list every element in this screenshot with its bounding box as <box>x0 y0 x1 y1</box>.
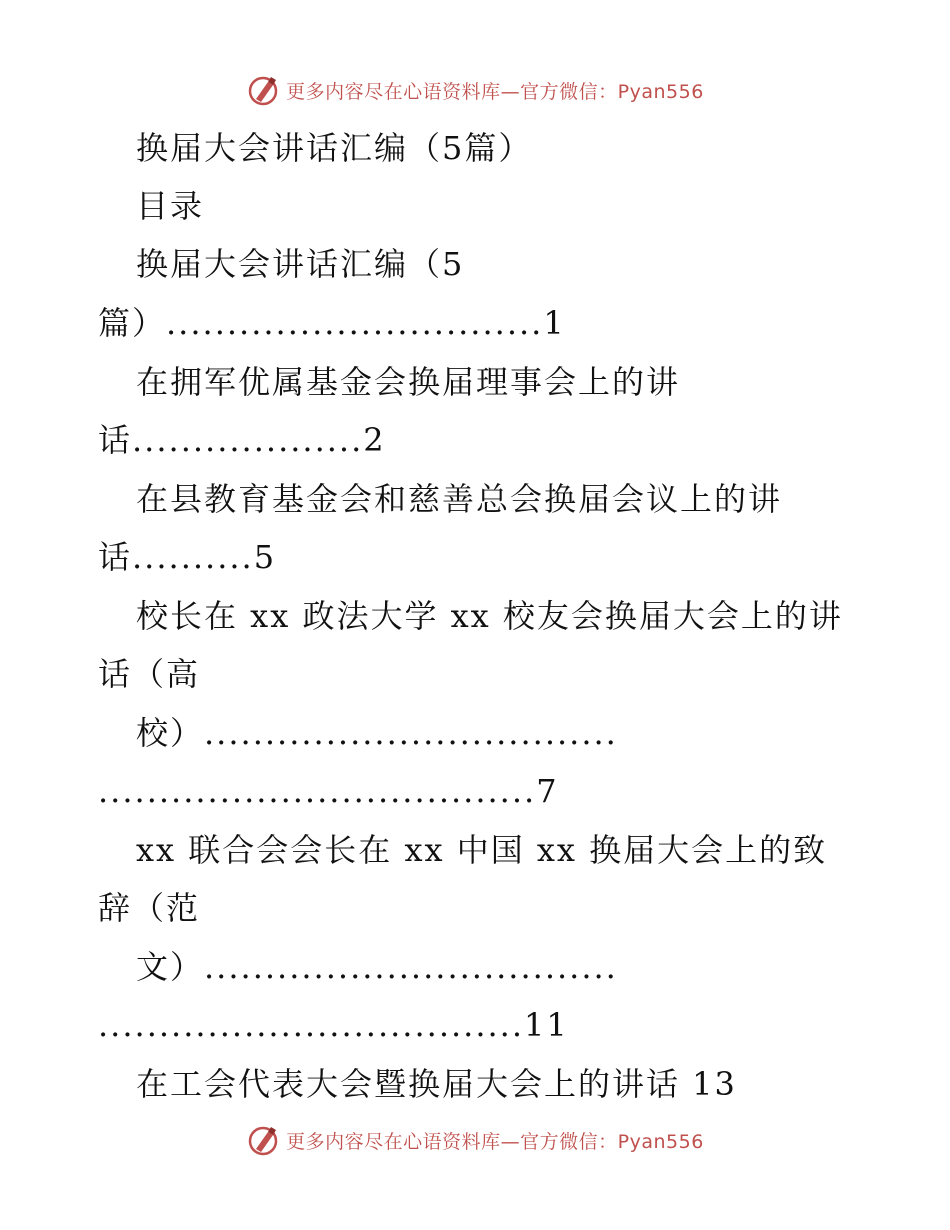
toc-entry-line: xx 联合会会长在 xx 中国 xx 换届大会上的致 <box>136 831 828 869</box>
toc-entry-line: 在县教育基金会和慈善总会换届会议上的讲 <box>136 480 783 518</box>
document-title: 换届大会讲话汇编（5篇） <box>136 129 533 167</box>
toc-entry-line: 话...................2 <box>98 421 386 459</box>
banner-text: 更多内容尽在心语资料库—官方微信：Pyan556 <box>286 1130 704 1153</box>
pen-logo-icon <box>246 1123 280 1157</box>
pen-logo-icon <box>246 73 280 107</box>
toc-entry-line: 话..........5 <box>98 538 277 576</box>
footer-banner <box>0 1120 950 1160</box>
toc-entry-line: 辞（范 <box>98 889 201 927</box>
toc-entry-line: 篇）...............................1 <box>98 304 566 342</box>
toc-entry-line: 在拥军优属基金会换届理事会上的讲 <box>136 363 681 401</box>
toc-entry-line: ...................................11 <box>98 1006 569 1044</box>
toc-entry-line: 换届大会讲话汇编（5 <box>136 245 465 283</box>
toc-heading: 目录 <box>136 187 205 225</box>
header-banner <box>0 70 950 110</box>
toc-entry-line: 文）.................................. <box>136 948 618 986</box>
toc-entry-line: 校）.................................. <box>136 714 618 752</box>
toc-entry-line: 话（高 <box>98 655 201 693</box>
toc-entry-line: 在工会代表大会暨换届大会上的讲话 13 <box>136 1065 737 1103</box>
toc-entry-line: 校长在 xx 政法大学 xx 校友会换届大会上的讲 <box>136 597 843 635</box>
toc-entry-line: ....................................7 <box>98 772 559 810</box>
banner-text: 更多内容尽在心语资料库—官方微信：Pyan556 <box>286 80 704 103</box>
